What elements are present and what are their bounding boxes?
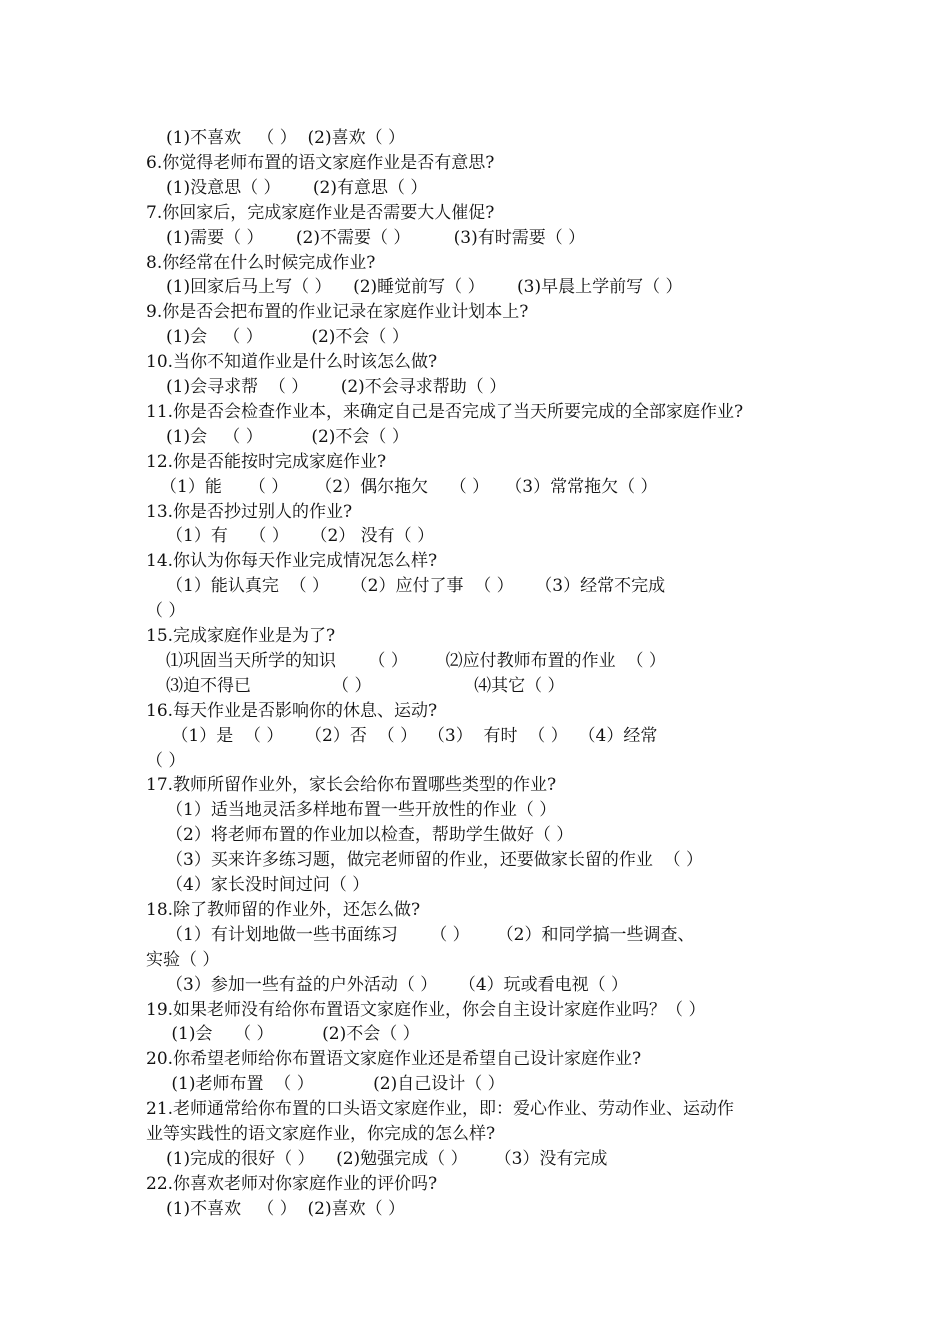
question-line: 10.当你不知道作业是什么时该怎么做? [146, 352, 438, 373]
option-line: （1）适当地灵活多样地布置一些开放性的作业（ ） [166, 800, 557, 821]
option-line: (1)会 （ ） (2)不会（ ） [166, 1024, 420, 1045]
option-line: (1)需要（ ） (2)不需要（ ） (3)有时需要（ ） [166, 227, 586, 248]
question-line: 21.老师通常给你布置的口头语文家庭作业，即：爱心作业、劳动作业、运动作 [146, 1099, 735, 1120]
option-line: （1）是 （ ） （2）否 （ ） （3） 有时 （ ） （4）经常 [166, 725, 658, 746]
option-line: （3）买来许多练习题，做完老师留的作业，还要做家长留的作业 （ ） [166, 850, 704, 871]
continuation-line: 实验（ ） [146, 949, 220, 970]
option-line: （3）参加一些有益的户外活动（ ） （4）玩或看电视（ ） [166, 974, 629, 995]
question-line: 20.你希望老师给你布置语文家庭作业还是希望自己设计家庭作业? [146, 1049, 642, 1070]
option-line: （1）能 （ ） （2）偶尔拖欠 （ ） （3）常常拖欠（ ） [160, 476, 658, 497]
question-line: 9.你是否会把布置的作业记录在家庭作业计划本上? [146, 302, 529, 323]
option-line: (1)会 （ ） (2)不会（ ） [166, 426, 409, 447]
continuation-line: （ ） [146, 750, 186, 771]
option-line: ⑴巩固当天所学的知识 （ ） ⑵应付教师布置的作业 （ ） [166, 650, 666, 671]
option-line: （1）有 （ ） （2） 没有（ ） [166, 526, 435, 547]
option-line: (1)不喜欢 （ ） (2)喜欢（ ） [166, 1198, 405, 1219]
option-line: (1)回家后马上写（ ） (2)睡觉前写（ ） (3)早晨上学前写（ ） [166, 277, 683, 298]
continuation-line: 业等实践性的语文家庭作业，你完成的怎么样? [146, 1124, 496, 1144]
question-line: 11.你是否会检查作业本，来确定自己是否完成了当天所要完成的全部家庭作业? [146, 401, 744, 422]
option-line: （1）能认真完 （ ） （2）应付了事 （ ） （3）经常不完成 [166, 576, 666, 597]
option-line: (1)会寻求帮 （ ） (2)不会寻求帮助（ ） [166, 377, 507, 397]
option-line: (1)不喜欢 （ ） (2)喜欢（ ） [166, 128, 405, 148]
question-line: 8.你经常在什么时候完成作业? [146, 252, 376, 273]
question-line: 6.你觉得老师布置的语文家庭作业是否有意思? [146, 152, 495, 173]
option-line: ⑶迫不得已 （ ） ⑷其它（ ） [166, 675, 565, 696]
option-line: (1)会 （ ） (2)不会（ ） [166, 327, 409, 348]
option-line: （2）将老师布置的作业加以检查，帮助学生做好（ ） [166, 825, 574, 846]
question-line: 19.如果老师没有给你布置语文家庭作业，你会自主设计家庭作业吗？（ ） [146, 999, 706, 1020]
question-line: 16.每天作业是否影响你的休息、运动? [146, 700, 438, 721]
question-line: 12.你是否能按时完成家庭作业? [146, 451, 387, 472]
question-line: 17.教师所留作业外，家长会给你布置哪些类型的作业? [146, 775, 557, 796]
question-line: 15.完成家庭作业是为了? [146, 626, 336, 646]
option-line: (1)完成的很好（ ） (2)勉强完成（ ） （3）没有完成 [166, 1148, 608, 1169]
question-line: 7.你回家后，完成家庭作业是否需要大人催促? [146, 202, 495, 223]
option-line: （1）有计划地做一些书面练习 （ ） （2）和同学搞一些调查、 [166, 924, 695, 945]
option-line: (1)老师布置 （ ） (2)自己设计（ ） [166, 1074, 505, 1095]
question-line: 13.你是否抄过别人的作业? [146, 501, 353, 522]
question-line: 18.除了教师留的作业外，还怎么做? [146, 899, 421, 920]
question-line: 14.你认为你每天作业完成情况怎么样? [146, 551, 438, 572]
option-line: （4）家长没时间过问（ ） [166, 875, 370, 895]
option-line: (1)没意思（ ） (2)有意思（ ） [166, 177, 428, 198]
question-line: 22.你喜欢老师对你家庭作业的评价吗? [146, 1173, 438, 1194]
continuation-line: （ ） [146, 601, 186, 622]
